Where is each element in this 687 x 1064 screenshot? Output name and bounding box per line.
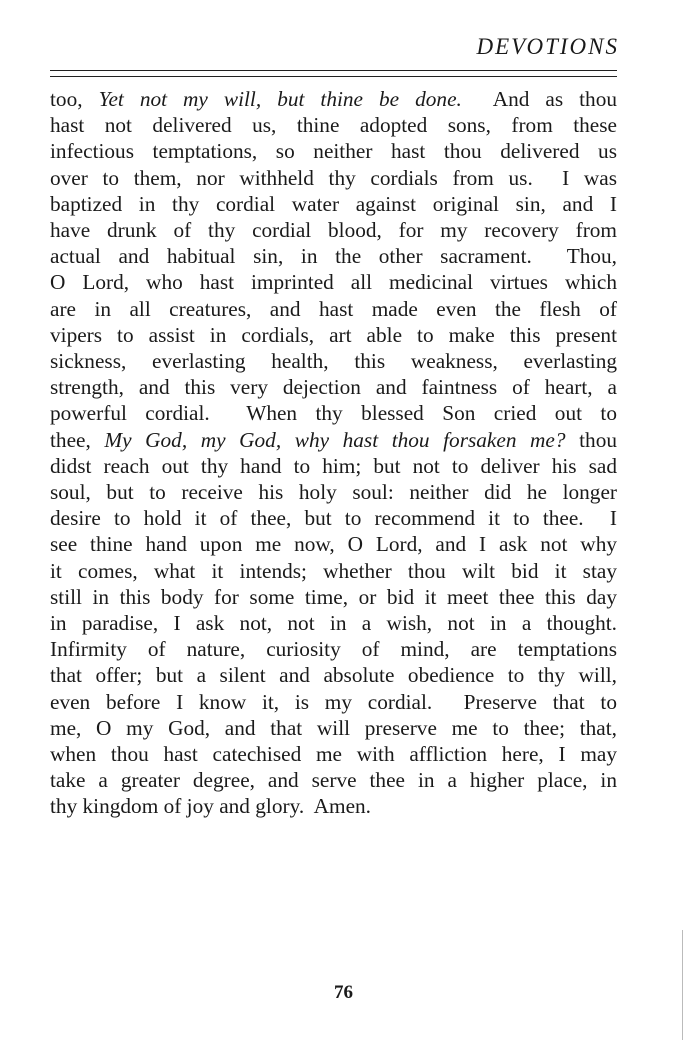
text-segment: actual and habitual sin, in the other sacrament. Thou, xyxy=(50,244,617,269)
text-line xyxy=(50,662,617,688)
text-line xyxy=(50,400,617,426)
text-segment xyxy=(261,87,277,111)
text-line xyxy=(50,138,617,164)
text-segment: when thou hast catechised me with affliction here, I may xyxy=(50,742,617,767)
text-line xyxy=(50,505,617,531)
text-segment: too, xyxy=(50,87,99,111)
text-line xyxy=(50,531,617,557)
text-segment: O Lord, who hast imprinted all medicinal virtues which xyxy=(50,270,617,295)
text-segment: thou xyxy=(565,427,617,452)
text-segment: Infirmity of nature, curiosity of mind, are temptations xyxy=(50,637,617,662)
italic-text: why hast thou forsaken me? xyxy=(294,427,566,452)
text-line xyxy=(50,217,617,243)
text-line xyxy=(50,636,617,662)
text-line xyxy=(50,453,617,479)
text-segment: sickness, everlasting health, this weakness, everlasting xyxy=(50,349,617,374)
text-line xyxy=(50,584,617,610)
text-line xyxy=(50,427,617,453)
text-line xyxy=(50,243,617,269)
text-segment: are in all creatures, and hast made even the flesh of xyxy=(50,296,617,321)
text-segment: still in this body for some time, or bid it meet thee this day xyxy=(50,584,617,609)
text-line xyxy=(50,348,617,374)
text-line xyxy=(50,86,617,112)
text-line xyxy=(50,191,617,217)
text-line xyxy=(50,322,617,348)
text-segment: thee, xyxy=(50,427,105,452)
text-segment: thy kingdom of joy and glory. Amen. xyxy=(50,794,372,819)
italic-text: but thine be done. xyxy=(277,87,462,111)
text-line xyxy=(50,689,617,715)
text-segment: even before I know it, is my cordial. Preserve that to xyxy=(50,689,617,714)
italic-text: Yet not my will, xyxy=(98,87,262,111)
text-segment xyxy=(187,428,201,452)
text-segment: baptized in thy cordial water against original sin, and I xyxy=(50,191,617,216)
text-line xyxy=(50,165,617,191)
text-line xyxy=(50,610,617,636)
text-line xyxy=(50,479,617,505)
text-segment: infectious temptations, so neither hast thou delivered us xyxy=(50,139,617,164)
text-segment: desire to hold it of thee, but to recommend it to thee. I xyxy=(50,506,617,531)
text-segment: in paradise, I ask not, not in a wish, not in a thought. xyxy=(50,611,617,636)
text-segment: vipers to assist in cordials, art able to make this present xyxy=(50,322,617,347)
text-segment: take a greater degree, and serve thee in a higher place, in xyxy=(50,768,617,793)
text-segment: soul, but to receive his holy soul: neither did he longer xyxy=(50,480,617,505)
text-segment: strength, and this very dejection and faintness of heart, a xyxy=(50,375,617,400)
text-line xyxy=(50,296,617,322)
text-line xyxy=(50,793,617,819)
running-head: DEVOTIONS xyxy=(476,34,619,59)
page-edge-line xyxy=(682,930,683,1040)
text-segment: see thine hand upon me now, O Lord, and I ask not why xyxy=(50,532,617,557)
text-line xyxy=(50,558,617,584)
italic-text: My God, xyxy=(104,427,188,452)
text-segment: didst reach out thy hand to him; but not to deliver his sad xyxy=(50,453,617,478)
text-segment xyxy=(281,428,295,452)
text-line xyxy=(50,112,617,138)
body-text xyxy=(50,86,617,820)
page-number: 76 xyxy=(334,982,353,1003)
header-rule-top xyxy=(50,70,617,71)
text-segment: have drunk of thy cordial blood, for my recovery from xyxy=(50,218,617,243)
italic-text: my God, xyxy=(200,427,282,452)
text-segment: And as thou xyxy=(461,87,617,111)
text-line xyxy=(50,374,617,400)
text-segment: that offer; but a silent and absolute obedience to thy will, xyxy=(50,663,617,688)
text-line xyxy=(50,767,617,793)
text-line xyxy=(50,269,617,295)
text-segment: hast not delivered us, thine adopted sons, from these xyxy=(50,113,617,138)
text-line xyxy=(50,741,617,767)
text-segment: over to them, nor withheld thy cordials from us. I was xyxy=(50,165,617,190)
text-segment: powerful cordial. When thy blessed Son cried out to xyxy=(50,401,617,426)
text-segment: it comes, what it intends; whether thou wilt bid it stay xyxy=(50,558,617,583)
header-rule-bottom xyxy=(50,76,617,77)
text-segment: me, O my God, and that will preserve me to thee; that, xyxy=(50,715,617,740)
text-line xyxy=(50,715,617,741)
